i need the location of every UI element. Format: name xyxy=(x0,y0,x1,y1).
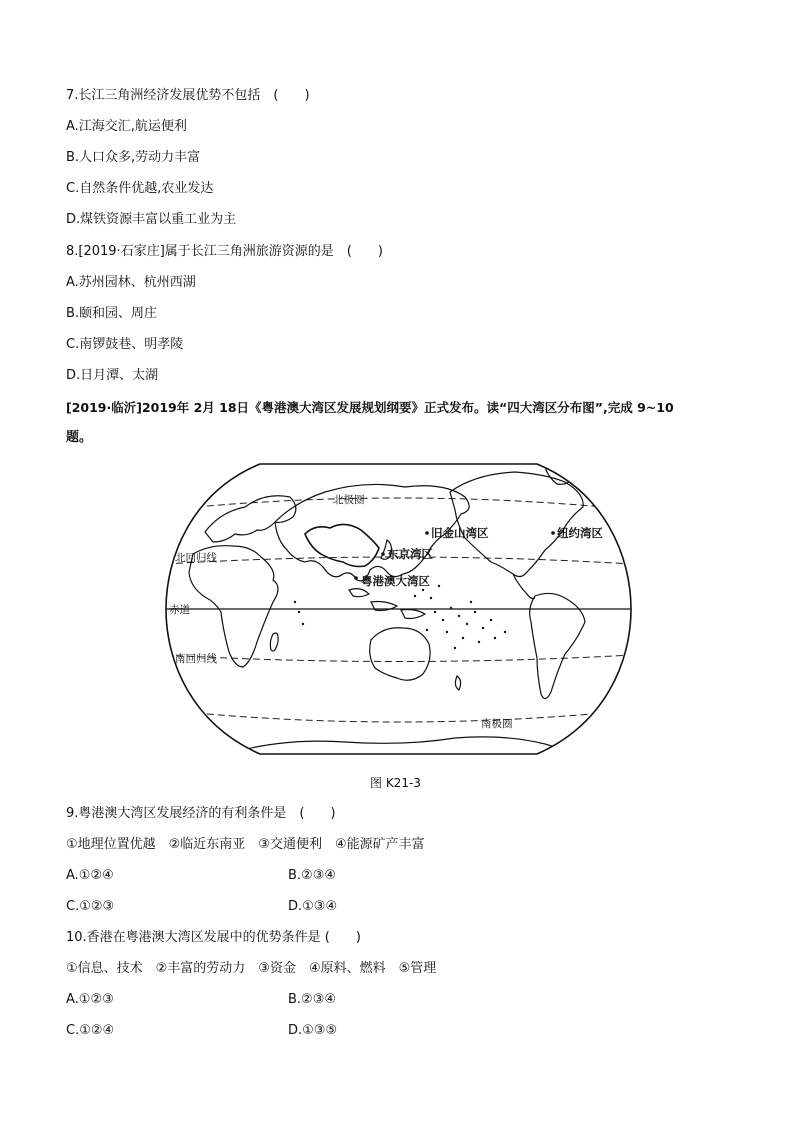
label-antarctic-circle: 南极圈 xyxy=(481,718,513,730)
q9-option-d: D.①③④ xyxy=(288,899,338,914)
q9-stem: 9.粤港澳大湾区发展经济的有利条件是 ( ) xyxy=(66,806,336,821)
label-tropic-of-capricorn: 南回归线 xyxy=(175,653,217,665)
q9-option-b: B.②③④ xyxy=(288,868,337,883)
q10-option-b: B.②③④ xyxy=(288,992,337,1007)
q10-option-a: A.①②③ xyxy=(66,992,114,1007)
q8-option-d: D.日月潭、太湖 xyxy=(66,368,159,383)
q9-option-a: A.①②④ xyxy=(66,868,114,883)
q7-stem: 7.长江三角洲经济发展优势不包括 ( ) xyxy=(66,88,310,103)
intro-line-1: [2019·临沂]2019年 2月 18日《粤港澳大湾区发展规划纲要》正式发布。读“四大湾区分布图”,完成 9~10 xyxy=(66,400,674,415)
label-ny-bay-area: 纽约湾区 xyxy=(557,526,603,540)
q8-stem: 8.[2019·石家庄]属于长江三角洲旅游资源的是 ( ) xyxy=(66,244,383,259)
figure-caption: 图 K21-3 xyxy=(370,776,421,790)
label-sf-bay-area: 旧金山湾区 xyxy=(431,526,489,540)
q7-option-c: C.自然条件优越,农业发达 xyxy=(66,181,214,196)
world-map-svg xyxy=(165,462,632,756)
q10-stem: 10.香港在粤港澳大湾区发展中的优势条件是 ( ) xyxy=(66,930,361,945)
q8-option-c: C.南锣鼓巷、明孝陵 xyxy=(66,337,184,352)
q8-option-b: B.颐和园、周庄 xyxy=(66,306,158,321)
q9-option-c: C.①②③ xyxy=(66,899,115,914)
label-arctic-circle: 北极圈 xyxy=(333,494,365,506)
q10-option-d: D.①③⑤ xyxy=(288,1023,338,1038)
intro-line-2: 题。 xyxy=(66,430,93,445)
marker-sf-bay xyxy=(425,531,429,535)
label-tropic-of-cancer: 北回归线 xyxy=(175,552,217,564)
label-tokyo-bay-area: 东京湾区 xyxy=(387,547,433,561)
q10-option-c: C.①②④ xyxy=(66,1023,115,1038)
q9-conditions: ①地理位置优越 ②临近东南亚 ③交通便利 ④能源矿产丰富 xyxy=(66,837,425,852)
label-equator: 赤道 xyxy=(169,604,190,616)
q7-option-d: D.煤铁资源丰富以重工业为主 xyxy=(66,212,237,227)
q8-option-a: A.苏州园林、杭州西湖 xyxy=(66,275,196,290)
q10-conditions: ①信息、技术 ②丰富的劳动力 ③资金 ④原料、燃料 ⑤管理 xyxy=(66,961,437,976)
q7-option-a: A.江海交汇,航运便利 xyxy=(66,119,187,134)
label-gba: 粤港澳大湾区 xyxy=(361,574,430,588)
marker-tokyo-bay xyxy=(381,552,385,556)
marker-ny-bay xyxy=(551,531,555,535)
marker-gba xyxy=(354,576,358,580)
q7-option-b: B.人口众多,劳动力丰富 xyxy=(66,150,201,165)
world-map xyxy=(165,462,632,756)
